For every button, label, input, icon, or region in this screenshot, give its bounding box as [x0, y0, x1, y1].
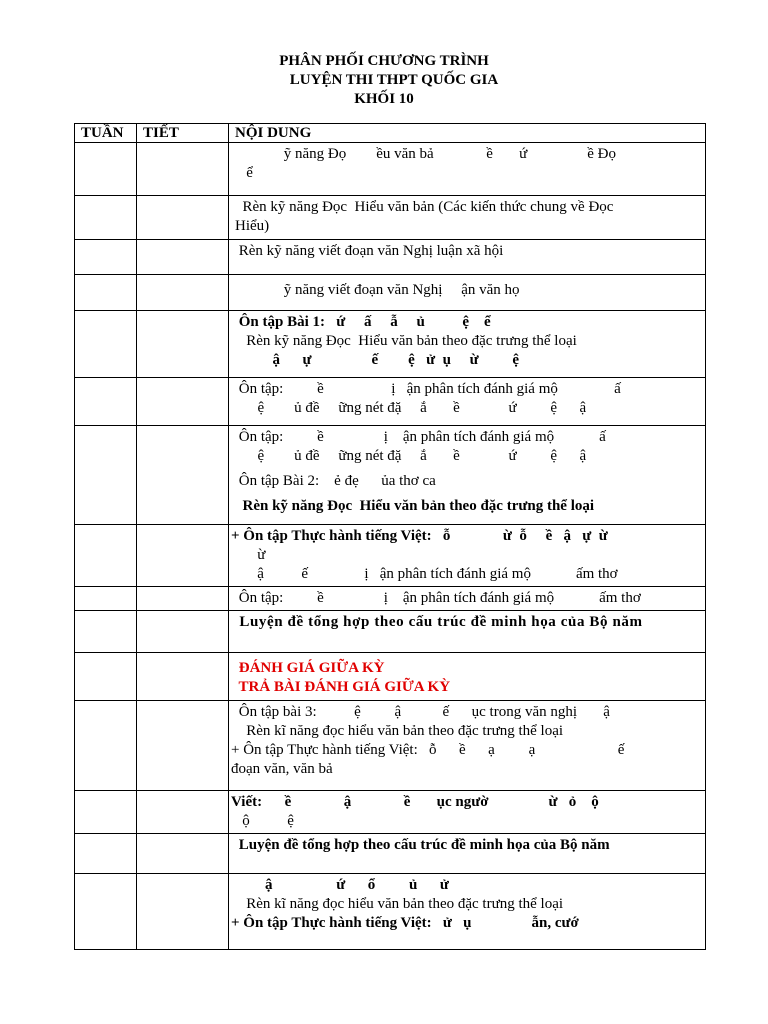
- header-line-3: KHỐI 10: [354, 91, 414, 107]
- table-row: [75, 653, 706, 701]
- cell-week: [75, 196, 137, 240]
- table-row: [75, 611, 706, 653]
- cell-week: [75, 834, 137, 874]
- cell-period: [137, 143, 229, 196]
- table-row: [75, 240, 706, 275]
- content-line: ộ ệ: [231, 813, 294, 829]
- content-line: Ôn tập Bài 2: ẻ đẹ ủa thơ ca: [235, 473, 436, 489]
- cell-period: [137, 525, 229, 587]
- table-row: [75, 834, 706, 874]
- cell-content: [229, 791, 706, 834]
- content-line: ỹ năng Đọ ều văn bả ề ứ ề Đọ: [235, 146, 616, 162]
- cell-week: [75, 275, 137, 311]
- cell-period: [137, 275, 229, 311]
- cell-week: [75, 240, 137, 275]
- table-row: [75, 378, 706, 426]
- content-line: Rèn kỹ năng viết đoạn văn Nghị luận xã hội: [235, 243, 504, 259]
- cell-week: [75, 311, 137, 378]
- cell-week: [75, 653, 137, 701]
- table-row: [75, 874, 706, 950]
- table-header-row: [75, 124, 706, 143]
- cell-content: [229, 311, 706, 378]
- content-line: Viết: ề ậ ề ục ngườ ừ ỏ ộ: [231, 794, 599, 810]
- cell-content: [229, 525, 706, 587]
- cell-period: [137, 196, 229, 240]
- cell-week: [75, 701, 137, 791]
- content-line: Rèn kỹ năng Đọc Hiểu văn bản (Các kiến thức chung về Đọc: [235, 199, 614, 215]
- content-line: Rèn kỹ năng Đọc Hiểu văn bản theo đặc trưng thể loại: [235, 333, 577, 349]
- cell-period: [137, 311, 229, 378]
- cell-week: [75, 874, 137, 950]
- cell-content: [229, 701, 706, 791]
- content-line: ỹ năng viết đoạn văn Nghị ận văn họ: [235, 282, 520, 298]
- cell-content: [229, 611, 706, 653]
- cell-period: [137, 874, 229, 950]
- table-row: [75, 275, 706, 311]
- content-line: ậ ế ị ận phân tích đánh giá mộ ấm thơ: [231, 566, 618, 582]
- cell-content: [229, 275, 706, 311]
- table-row: [75, 587, 706, 611]
- content-line: Luyện đề tổng hợp theo cấu trúc đề minh họa của Bộ năm: [235, 837, 610, 853]
- cell-content: [229, 240, 706, 275]
- cell-week: [75, 378, 137, 426]
- cell-period: [137, 611, 229, 653]
- content-line: Ôn tập: ề ị ận phân tích đánh giá mộ ấ: [235, 381, 621, 397]
- content-line: + Ôn tập Thực hành tiếng Việt: ỗ ề ạ ạ ế: [231, 742, 625, 758]
- cell-week: [75, 143, 137, 196]
- header-line-2: LUYỆN THI THPT QUỐC GIA: [289, 72, 499, 88]
- content-line: ể: [235, 165, 253, 181]
- cell-week: [75, 426, 137, 525]
- midterm-exam-label: ĐÁNH GIÁ GIỮA KỲ: [235, 660, 385, 676]
- cell-content: [229, 143, 706, 196]
- midterm-review-label: TRẢ BÀI ĐÁNH GIÁ GIỮA KỲ: [235, 679, 451, 695]
- cell-period: [137, 653, 229, 701]
- content-line: Ôn tập: ề ị ận phân tích đánh giá mộ ấ: [235, 429, 606, 445]
- table-row: [75, 791, 706, 834]
- content-line: Rèn kĩ năng đọc hiểu văn bản theo đặc trưng thể loại: [235, 723, 564, 739]
- content-line: Luyện đề tổng hợp theo cấu trúc đề minh họa của Bộ năm: [235, 614, 643, 630]
- cell-period: [137, 834, 229, 874]
- content-line: Rèn kĩ năng đọc hiểu văn bản theo đặc trưng thể loại: [235, 896, 564, 912]
- cell-week: [75, 587, 137, 611]
- cell-week: [75, 611, 137, 653]
- cell-content: [229, 378, 706, 426]
- table-row: [75, 196, 706, 240]
- cell-period: [137, 587, 229, 611]
- cell-period: [137, 426, 229, 525]
- content-line: + Ôn tập Thực hành tiếng Việt: ỗ ừ ỗ ề ậ ự ừ: [231, 528, 608, 544]
- cell-week: [75, 791, 137, 834]
- content-line: Ôn tập Bài 1: ứ ấ ẫ ủ ệ ể: [235, 314, 491, 330]
- table-row: [75, 525, 706, 587]
- cell-content: [229, 653, 706, 701]
- cell-period: [137, 701, 229, 791]
- cell-period: [137, 378, 229, 426]
- schedule-table: [74, 123, 706, 950]
- table-row: [75, 143, 706, 196]
- content-line: ậ ự ế ệ ử ụ ừ ệ: [235, 352, 520, 368]
- cell-content: [229, 196, 706, 240]
- cell-content: [229, 874, 706, 950]
- cell-period: [137, 791, 229, 834]
- content-line: đoạn văn, văn bả: [231, 761, 333, 777]
- content-line: ậ ứ ổ ủ ử: [235, 877, 449, 893]
- cell-period: [137, 240, 229, 275]
- column-header-week: TUẦN: [75, 124, 137, 143]
- content-line: ệ ủ đề ững nét đặ ắ ề ứ ệ ậ: [235, 400, 587, 416]
- content-line: Ôn tập: ề ị ận phân tích đánh giá mộ ấm thơ: [235, 590, 641, 606]
- column-header-content: NỘI DUNG: [229, 124, 706, 143]
- content-line: + Ôn tập Thực hành tiếng Việt: ử ụ ẫn, cướ: [231, 915, 579, 931]
- table-row: [75, 426, 706, 525]
- header-line-1: PHÂN PHỐI CHƯƠNG TRÌNH: [279, 53, 489, 69]
- content-line: ệ ủ đề ững nét đặ ắ ề ứ ệ ậ: [235, 448, 587, 464]
- cell-content: [229, 834, 706, 874]
- column-header-period: TIẾT: [137, 124, 229, 143]
- table-row: [75, 701, 706, 791]
- content-line: ừ: [231, 547, 266, 563]
- content-line: Hiểu): [235, 218, 270, 234]
- document-header: [0, 52, 768, 109]
- content-line: Rèn kỹ năng Đọc Hiểu văn bản theo đặc trưng thể loại: [235, 498, 595, 514]
- table-row: [75, 311, 706, 378]
- cell-content: [229, 426, 706, 525]
- content-line: Ôn tập bài 3: ệ ậ ế ục trong văn nghị ậ: [235, 704, 610, 720]
- cell-week: [75, 525, 137, 587]
- cell-content: [229, 587, 706, 611]
